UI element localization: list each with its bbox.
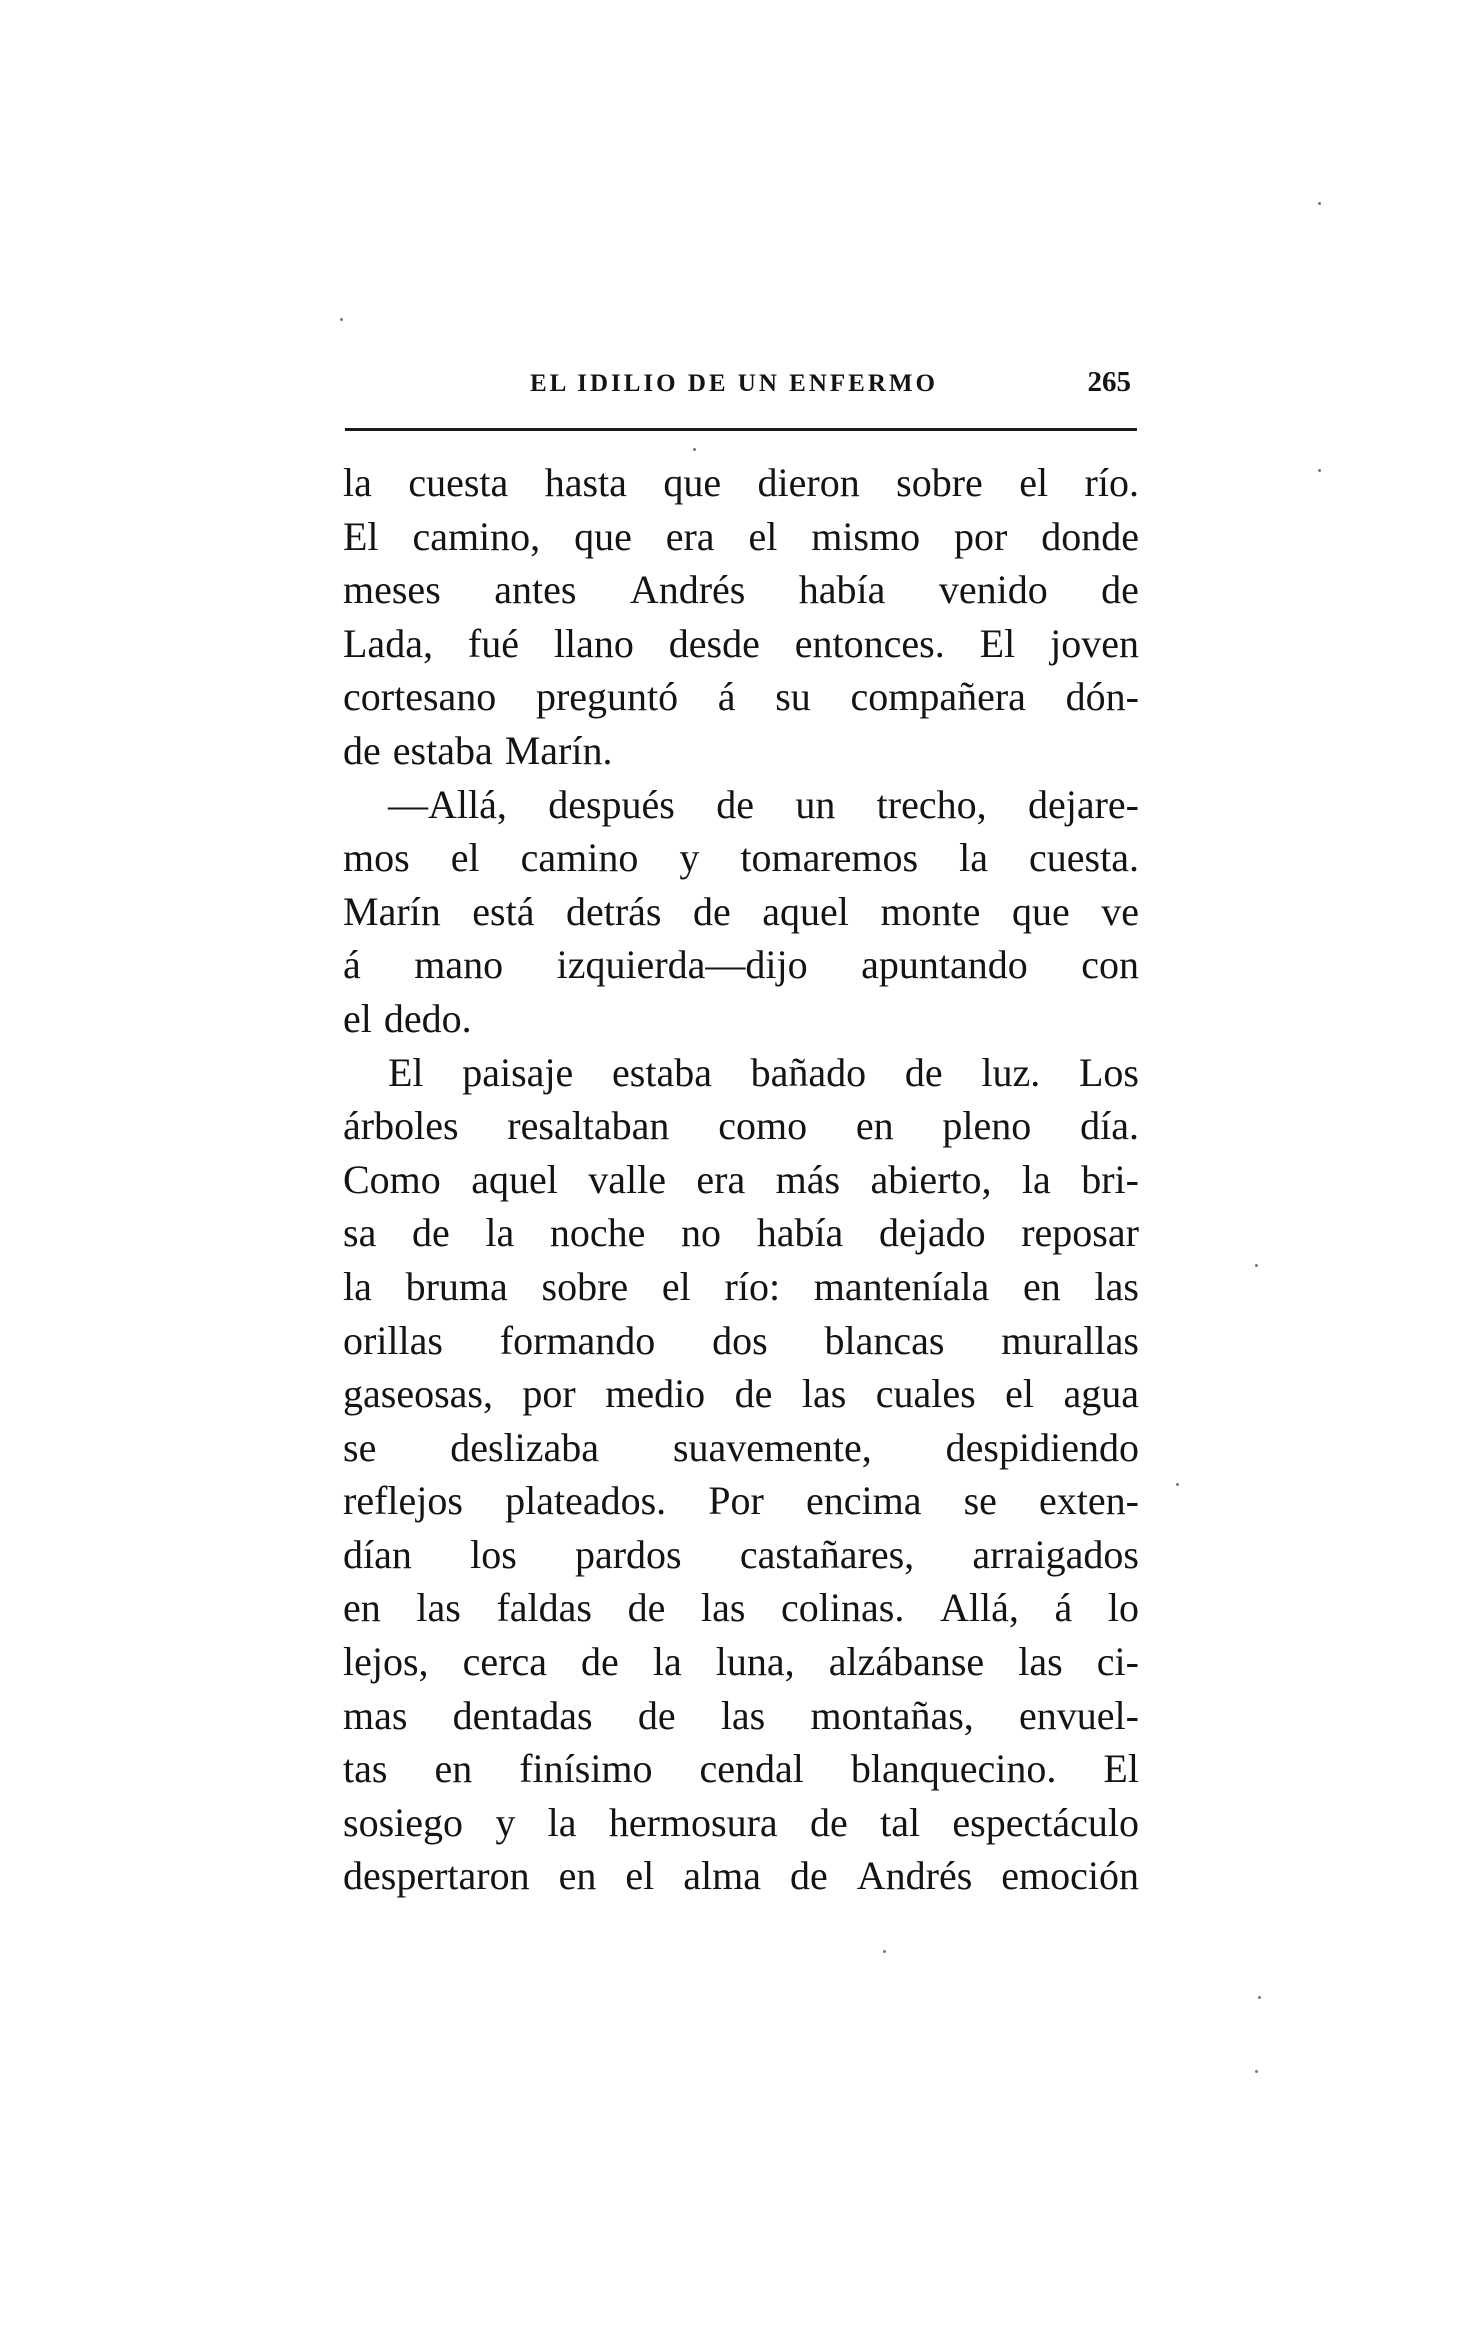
word: joven bbox=[1050, 620, 1139, 666]
word: encima bbox=[805, 1478, 922, 1524]
text-line bbox=[343, 885, 1139, 939]
word: las bbox=[700, 1585, 746, 1631]
text-line bbox=[343, 1421, 1139, 1475]
word: día. bbox=[1080, 1103, 1139, 1149]
word: alma bbox=[683, 1853, 761, 1899]
word: abierto, bbox=[870, 1156, 992, 1202]
word: tomaremos bbox=[740, 835, 919, 881]
word: y bbox=[679, 835, 700, 881]
word: había bbox=[798, 567, 886, 613]
word: la bbox=[1021, 1156, 1051, 1202]
word: bruma bbox=[405, 1263, 508, 1309]
word: resaltaban bbox=[507, 1103, 670, 1149]
word: Marín. bbox=[504, 727, 613, 773]
word: Allá, bbox=[939, 1585, 1019, 1631]
word: antes bbox=[494, 567, 577, 613]
word: despertaron bbox=[343, 1853, 530, 1899]
word: está bbox=[472, 888, 535, 934]
paper-speck bbox=[1255, 2070, 1258, 2073]
word: Andrés bbox=[629, 567, 746, 613]
text-line bbox=[343, 1367, 1139, 1421]
word: dón- bbox=[1065, 674, 1139, 720]
text-line bbox=[343, 1528, 1139, 1582]
word: Marín bbox=[343, 888, 441, 934]
word: de bbox=[904, 1049, 943, 1095]
word: el bbox=[343, 995, 372, 1041]
text-line bbox=[343, 1099, 1139, 1153]
text-line bbox=[343, 563, 1139, 617]
word: las bbox=[801, 1371, 847, 1417]
word: deslizaba bbox=[450, 1424, 600, 1470]
word: gaseosas, bbox=[343, 1371, 493, 1417]
body-text bbox=[343, 456, 1139, 1903]
word: de bbox=[1101, 567, 1139, 613]
word: el bbox=[1019, 460, 1049, 505]
word: el bbox=[625, 1853, 655, 1899]
word: paisaje bbox=[462, 1049, 574, 1095]
word: la bbox=[343, 460, 372, 505]
word: venido bbox=[938, 567, 1048, 613]
word: envuel- bbox=[1019, 1692, 1139, 1738]
word: entonces. bbox=[794, 620, 945, 666]
word: á bbox=[717, 674, 736, 720]
word: fué bbox=[467, 620, 519, 666]
word: emoción bbox=[1001, 1853, 1139, 1899]
word: río. bbox=[1084, 460, 1139, 505]
page-number: 265 bbox=[1087, 366, 1131, 398]
word: que bbox=[1011, 888, 1070, 934]
word: colinas. bbox=[781, 1585, 905, 1631]
word: orillas bbox=[343, 1317, 443, 1363]
text-line bbox=[343, 670, 1139, 724]
word: —Allá, bbox=[388, 781, 507, 827]
word: Andrés bbox=[856, 1853, 973, 1899]
word: el bbox=[661, 1263, 691, 1309]
header-rule bbox=[345, 428, 1137, 431]
word: arraigados bbox=[972, 1531, 1139, 1577]
text-line bbox=[343, 510, 1139, 564]
word: por bbox=[954, 513, 1008, 559]
text-line bbox=[343, 1581, 1139, 1635]
word: izquierda—dijo bbox=[556, 942, 808, 988]
word: valle bbox=[588, 1156, 666, 1202]
word: ci- bbox=[1096, 1639, 1139, 1685]
word: las bbox=[416, 1585, 461, 1631]
word: que bbox=[663, 460, 722, 505]
word: trecho, bbox=[876, 781, 987, 827]
word: de bbox=[693, 888, 731, 934]
word: las bbox=[720, 1692, 766, 1738]
paper-speck bbox=[340, 318, 343, 321]
word: en bbox=[1023, 1263, 1061, 1309]
word: dos bbox=[712, 1317, 768, 1363]
word: de bbox=[581, 1639, 619, 1685]
word: lejos, bbox=[343, 1639, 429, 1685]
word: preguntó bbox=[535, 674, 679, 720]
paper-speck bbox=[693, 448, 696, 451]
word: desde bbox=[668, 620, 760, 666]
word: no bbox=[681, 1210, 722, 1256]
word: formando bbox=[499, 1317, 656, 1363]
word: blancas bbox=[824, 1317, 945, 1363]
word: hasta bbox=[544, 460, 627, 505]
word: después bbox=[548, 781, 675, 827]
word: la bbox=[959, 835, 988, 881]
word: se bbox=[963, 1478, 997, 1524]
word: pleno bbox=[942, 1103, 1032, 1149]
word: castañares, bbox=[739, 1531, 915, 1577]
word: más bbox=[775, 1156, 841, 1202]
word: bañado bbox=[750, 1049, 867, 1095]
word: camino bbox=[520, 835, 639, 881]
word: en bbox=[855, 1103, 894, 1149]
page-header bbox=[345, 366, 1137, 410]
word: agua bbox=[1063, 1371, 1139, 1417]
word: luz. bbox=[981, 1049, 1041, 1095]
word: Lada, bbox=[343, 620, 433, 666]
word: un bbox=[795, 781, 836, 827]
word: de bbox=[810, 1799, 848, 1845]
word: el bbox=[1005, 1371, 1035, 1417]
word: manteníala bbox=[813, 1263, 990, 1309]
word: murallas bbox=[1001, 1317, 1139, 1363]
word: El bbox=[979, 620, 1016, 666]
word: Los bbox=[1078, 1049, 1139, 1095]
text-line bbox=[343, 1849, 1139, 1903]
word: alzábanse bbox=[828, 1639, 985, 1685]
word: sosiego bbox=[343, 1799, 463, 1845]
word: había bbox=[756, 1210, 844, 1256]
word: despidiendo bbox=[945, 1424, 1139, 1470]
word: á bbox=[1054, 1585, 1073, 1631]
word: de bbox=[789, 1853, 828, 1899]
word: reflejos bbox=[343, 1478, 463, 1524]
paper-speck bbox=[1176, 1483, 1179, 1486]
text-line bbox=[343, 456, 1139, 510]
word: cendal bbox=[699, 1746, 804, 1792]
word: cerca bbox=[462, 1639, 547, 1685]
word: detrás bbox=[565, 888, 662, 934]
word: en bbox=[343, 1585, 381, 1631]
word: reposar bbox=[1021, 1210, 1139, 1256]
word: en bbox=[558, 1853, 597, 1899]
word: mano bbox=[414, 942, 504, 988]
paper-speck bbox=[883, 1950, 886, 1953]
text-line bbox=[343, 1260, 1139, 1314]
word: exten- bbox=[1039, 1478, 1139, 1524]
word: aquel bbox=[471, 1156, 558, 1202]
word: hermosura bbox=[608, 1799, 778, 1845]
word: dedo. bbox=[383, 995, 472, 1041]
word: árboles bbox=[343, 1103, 459, 1149]
word: aquel bbox=[762, 888, 849, 934]
word: bri- bbox=[1081, 1156, 1139, 1202]
word: estaba bbox=[612, 1049, 712, 1095]
word: el bbox=[450, 835, 480, 881]
word: blanquecino. bbox=[850, 1746, 1057, 1792]
word: sobre bbox=[896, 460, 983, 505]
word: era bbox=[696, 1156, 746, 1202]
text-line bbox=[343, 1635, 1139, 1689]
text-line bbox=[343, 1742, 1139, 1796]
word: río: bbox=[724, 1263, 781, 1309]
word: donde bbox=[1041, 513, 1139, 559]
word: las bbox=[1018, 1639, 1063, 1685]
word: luna, bbox=[715, 1639, 795, 1685]
word: los bbox=[470, 1531, 517, 1577]
word: cortesano bbox=[343, 674, 497, 720]
word: plateados. bbox=[505, 1478, 667, 1524]
word: tal bbox=[880, 1799, 921, 1845]
text-line bbox=[343, 1796, 1139, 1850]
word: El bbox=[1103, 1746, 1139, 1792]
word: de bbox=[734, 1371, 773, 1417]
word: dentadas bbox=[452, 1692, 593, 1738]
text-line bbox=[343, 1153, 1139, 1207]
word: camino, bbox=[412, 513, 541, 559]
word: dían bbox=[343, 1531, 412, 1577]
text-line bbox=[343, 1689, 1139, 1743]
word: finísimo bbox=[519, 1746, 653, 1792]
word: ve bbox=[1101, 888, 1139, 934]
word: Por bbox=[708, 1478, 764, 1524]
word: El bbox=[388, 1049, 424, 1095]
word: su bbox=[775, 674, 811, 720]
text-line bbox=[343, 831, 1139, 885]
text-line bbox=[343, 778, 1139, 832]
word: la bbox=[485, 1210, 515, 1256]
word: monte bbox=[880, 888, 981, 934]
word: las bbox=[1094, 1263, 1139, 1309]
word: como bbox=[718, 1103, 808, 1149]
word: lo bbox=[1107, 1585, 1139, 1631]
word: á bbox=[343, 942, 361, 988]
paper-speck bbox=[1318, 202, 1321, 205]
word: mas bbox=[343, 1692, 408, 1738]
text-line bbox=[343, 1474, 1139, 1528]
word: apuntando bbox=[861, 942, 1028, 988]
word: de bbox=[343, 727, 381, 773]
word: El bbox=[343, 513, 379, 559]
word: cuesta. bbox=[1029, 835, 1139, 881]
paper-speck bbox=[1318, 469, 1321, 472]
text-line bbox=[343, 938, 1139, 992]
word: mos bbox=[343, 835, 410, 881]
word: dieron bbox=[757, 460, 860, 505]
word: de bbox=[627, 1585, 666, 1631]
paper-speck bbox=[1255, 1264, 1258, 1267]
word: medio bbox=[605, 1371, 706, 1417]
word: de bbox=[637, 1692, 676, 1738]
word: en bbox=[434, 1746, 473, 1792]
word: estaba bbox=[392, 727, 493, 773]
word: pardos bbox=[574, 1531, 682, 1577]
word: cuales bbox=[875, 1371, 976, 1417]
word: noche bbox=[549, 1210, 646, 1256]
word: Como bbox=[343, 1156, 441, 1202]
word: por bbox=[522, 1371, 576, 1417]
word: era bbox=[665, 513, 715, 559]
word: y bbox=[495, 1799, 516, 1845]
word: con bbox=[1081, 942, 1139, 988]
word: espectáculo bbox=[952, 1799, 1139, 1845]
text-line bbox=[343, 992, 1139, 1046]
word: de bbox=[411, 1210, 450, 1256]
word: compañera bbox=[850, 674, 1026, 720]
word: el bbox=[748, 513, 778, 559]
text-line bbox=[343, 724, 1139, 778]
text-line bbox=[343, 1046, 1139, 1100]
paper-speck bbox=[1258, 1996, 1261, 1999]
word: dejare- bbox=[1027, 781, 1139, 827]
word: llano bbox=[553, 620, 634, 666]
word: de bbox=[716, 781, 754, 827]
word: faldas bbox=[496, 1585, 592, 1631]
running-title: EL IDILIO DE UN ENFERMO bbox=[530, 370, 938, 397]
word: la bbox=[652, 1639, 682, 1685]
word: montañas, bbox=[810, 1692, 974, 1738]
word: mismo bbox=[811, 513, 921, 559]
text-line bbox=[343, 1206, 1139, 1260]
word: sobre bbox=[541, 1263, 629, 1309]
word: que bbox=[574, 513, 632, 559]
text-line bbox=[343, 617, 1139, 671]
word: meses bbox=[343, 567, 441, 613]
word: cuesta bbox=[408, 460, 509, 505]
word: se bbox=[343, 1424, 377, 1470]
word: suavemente, bbox=[672, 1424, 872, 1470]
word: sa bbox=[343, 1210, 377, 1256]
word: la bbox=[547, 1799, 577, 1845]
word: tas bbox=[343, 1746, 388, 1792]
word: la bbox=[343, 1263, 372, 1309]
text-line bbox=[343, 1314, 1139, 1368]
word: dejado bbox=[878, 1210, 986, 1256]
